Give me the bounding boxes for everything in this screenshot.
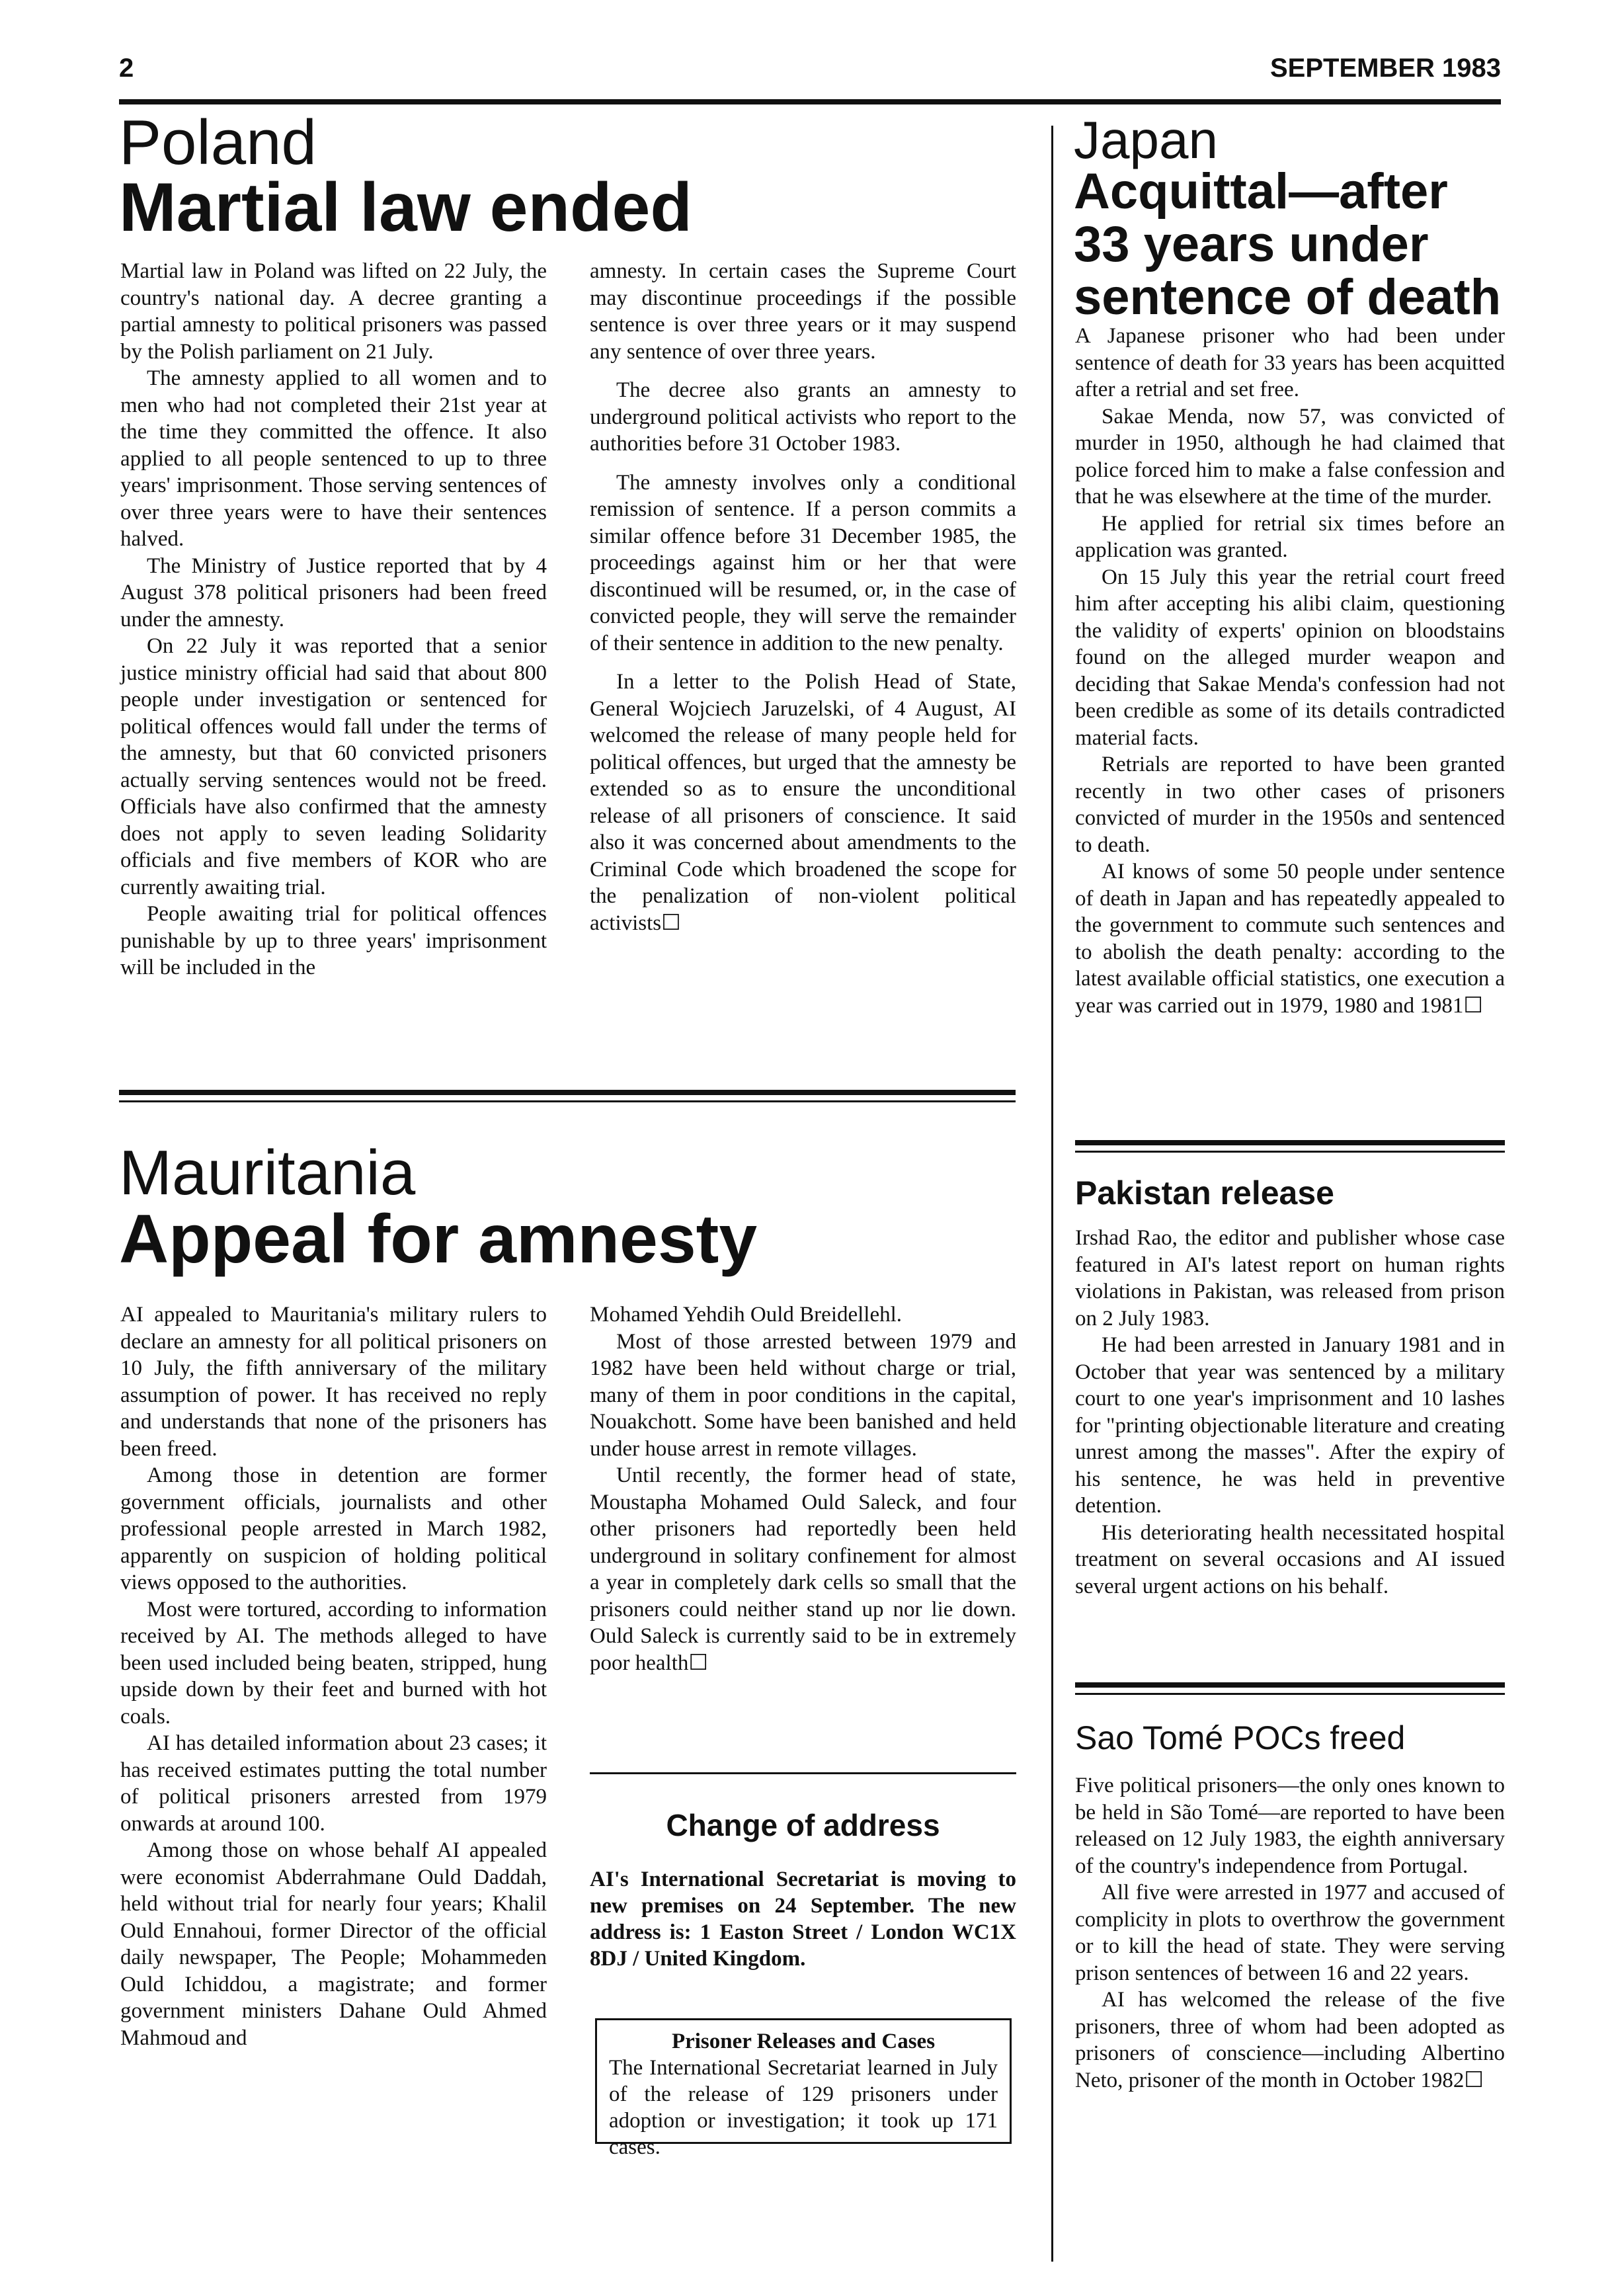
mauritania-headline: Appeal for amnesty <box>119 1201 758 1278</box>
japan-p5: Retrials are reported to have been granted recently in two other cases of prisoners convicted of murder in the 1950s and sentenced to death. <box>1075 753 1505 857</box>
japan-p2: Sakae Menda, now 57, was convicted of murder in 1950, although he had claimed that police forced him to make a false confession and that he was elsewhere at the time of the murder. <box>1075 404 1505 509</box>
mauritania-country: Mauritania <box>119 1137 416 1208</box>
poland-bottom-rule-thin <box>119 1100 1016 1102</box>
pakistan-p1: Irshad Rao, the editor and publisher whose case featured in AI's latest report on human rights violations in Pakistan, was released from prison on 2 July 1983. <box>1075 1226 1505 1331</box>
japan-p1: A Japanese prisoner who had been under sentence of death for 33 years has been acquitted after a retrial and set free. <box>1075 324 1505 401</box>
pakistan-body <box>1075 1225 1505 1600</box>
poland-bottom-rule <box>119 1090 1016 1095</box>
sao-tome-p2: All five were arrested in 1977 and accused of complicity in plots to overthrow the government or to kill the head of state. They were serving prison sentences of between 16 and 22 years. <box>1075 1881 1505 1985</box>
change-of-address-text: AI's International Secretariat is moving to new premises on 24 September. The new address is: 1 Easton Street / London WC1X 8DJ / United Kingdom. <box>590 1867 1016 1971</box>
sao-tome-body <box>1075 1772 1505 2094</box>
poland-country: Poland <box>119 107 317 178</box>
mauritania-column-1 <box>120 1301 547 2051</box>
poland-column-2 <box>590 258 1016 936</box>
sao-tome-p1: Five political prisoners—the only ones known to be held in São Tomé—are reported to have been released on 12 July 1983, the eighth anniversary of the country's independence from Portugal. <box>1075 1774 1505 1878</box>
mauritania-c1-p5: Among those on whose behalf AI appealed were economist Abderrahmane Ould Daddah, held without trial for nearly four years; Khalil Ould Ennahoui, former Director of the official daily newspaper, The People; Mohammeden Ould Ichiddou, a magistrate; and former government ministers Dahane Ould Ahmed Mahmoud and <box>120 1838 547 2050</box>
japan-p3: He applied for retrial six times before an application was granted. <box>1075 511 1505 562</box>
column-divider <box>1051 126 1053 2262</box>
poland-c1-p1: Martial law in Poland was lifted on 22 July, the country's national day. A decree granting a partial amnesty to political prisoners was passed by the Polish parliament on 21 July. <box>120 259 547 364</box>
poland-c2-p1: amnesty. In certain cases the Supreme Court may discontinue proceedings if the possible sentence is over three years or it may suspend any sentence of over three years. <box>590 259 1016 364</box>
pakistan-p3: His deteriorating health necessitated hospital treatment on several occasions and AI issued several urgent actions on his behalf. <box>1075 1520 1505 1598</box>
pakistan-bottom-rule-thin <box>1075 1693 1505 1695</box>
poland-c1-p3: The Ministry of Justice reported that by 4 August 378 political prisoners had been freed under the amnesty. <box>120 554 547 632</box>
poland-column-1 <box>120 258 547 981</box>
japan-headline: Acquittal—after 33 years under sentence of death <box>1074 163 1502 325</box>
pakistan-p2: He had been arrested in January 1981 and in October that year was sentenced by a military court to one year's imprisonment and 10 lashes for "printing objectionable literature and creating unrest among the masses". After the expiry of his sentence, he was held in preventive detention. <box>1075 1333 1505 1518</box>
change-of-address-title: Change of address <box>666 1808 940 1842</box>
poland-c1-p5: People awaiting trial for political offences punishable by up to three years' imprisonment will be included in the <box>120 902 547 979</box>
prisoner-releases-title: Prisoner Releases and Cases <box>671 2030 936 2053</box>
prisoner-releases-text: The International Secretariat learned in July of the release of 129 prisoners under adoption or investigation; it took up 171 cases. <box>609 2056 998 2159</box>
pakistan-headline: Pakistan release <box>1075 1174 1334 1211</box>
poland-c1-p4: On 22 July it was reported that a senior justice ministry official had said that about 800 people under investigation or sentenced for political offences would fall under the terms of the amnesty, but that 60 convicted prisoners actually serving sentences would not be freed. Officials have also confirmed that the amnesty does not apply to seven leading Solidarity officials and five members of KOR who are currently awaiting trial. <box>120 634 547 899</box>
poland-c2-p2: The decree also grants an amnesty to underground political activists who report to the authorities before 31 October 1983. <box>590 378 1016 456</box>
japan-bottom-rule <box>1075 1140 1505 1145</box>
issue-date: SEPTEMBER 1983 <box>1269 54 1501 83</box>
top-rule <box>119 99 1501 104</box>
poland-c2-p3: The amnesty involves only a conditional remission of sentence. If a person commits a similar offence before 31 December 1985, the proceedings against him or her that were discontinued will be resumed, or, in the case of convicted people, they will serve the remainder of their sentence in addition to the new penalty. <box>590 470 1016 655</box>
prisoner-releases-box <box>595 2018 1012 2159</box>
mauritania-column-2 <box>590 1301 1016 1676</box>
poland-headline: Martial law ended <box>119 169 692 246</box>
sao-tome-headline: Sao Tomé POCs freed <box>1075 1719 1406 1756</box>
japan-country: Japan <box>1074 110 1218 169</box>
mauritania-c2-p2: Most of those arrested between 1979 and 1982 have been held without charge or trial, many of them in poor conditions in the capital, Nouakchott. Some have been banished and held under house arrest in remote villages. <box>590 1329 1016 1461</box>
mauritania-c2-p1: Mohamed Yehdih Ould Breidellehl. <box>590 1303 903 1327</box>
page-number: 2 <box>119 54 134 83</box>
mauritania-c2-p3: Until recently, the former head of state, Moustapha Mohamed Ould Saleck, and four other prisoners had reportedly been held underground in solitary confinement for almost a year in completely dark cells so small that the prisoners could neither stand up nor lie down. Ould Saleck is currently said to be in extremely poor health☐ <box>590 1463 1016 1675</box>
pakistan-bottom-rule <box>1075 1682 1505 1688</box>
japan-p4: On 15 July this year the retrial court freed him after accepting his alibi claim, questioning the validity of experts' opinion on bloodstains found on the alleged murder weapon and deciding that Sakae Menda's confession had not been credible as some of its details contradicted material facts. <box>1075 565 1505 750</box>
japan-p6: AI knows of some 50 people under sentence of death in Japan and has repeatedly appealed to the government to commute such sentences and to abolish the death penalty: according to the latest available official statistics, one execution a year was carried out in 1979, 1980 and 1981☐ <box>1075 860 1505 1018</box>
address-top-rule <box>590 1772 1016 1774</box>
poland-c1-p2: The amnesty applied to all women and to men who had not completed their 21st year at the time they committed the offence. It also applied to all people sentenced to up to three years' imprisonment. Those serving sentences of over three years were to have their sentences halved. <box>120 366 547 551</box>
poland-c2-p4: In a letter to the Polish Head of State, General Wojciech Jaruzelski, of 4 August, AI welcomed the release of many people held for political offences, but urged that the amnesty be extended so as to ensure the unconditional release of all prisoners of conscience. It said also it was concerned about amendments to the Criminal Code which broadened the scope for the penalization of non-violent political activists☐ <box>590 670 1016 935</box>
japan-bottom-rule-thin <box>1075 1151 1505 1153</box>
mauritania-c1-p4: AI has detailed information about 23 cases; it has received estimates putting the total number of political prisoners arrested from 1979 onwards at around 100. <box>120 1731 547 1836</box>
sao-tome-p3: AI has welcomed the release of the five prisoners, three of whom had been adopted as prisoners of conscience—including Albertino Neto, prisoner of the month in October 1982☐ <box>1075 1988 1505 2092</box>
mauritania-c1-p1: AI appealed to Mauritania's military rulers to declare an amnesty for all political prisoners on 10 July, the fifth anniversary of the military assumption of power. It has received no reply and understands that none of the prisoners has been freed. <box>120 1303 547 1461</box>
japan-body <box>1075 323 1505 1019</box>
mauritania-c1-p3: Most were tortured, according to information received by AI. The methods alleged to have been used included being beaten, stripped, hung upside down by their feet and burned with hot coals. <box>120 1597 547 1729</box>
mauritania-c1-p2: Among those in detention are former government officials, journalists and other professional people arrested in March 1982, apparently on suspicion of holding political views opposed to the authorities. <box>120 1463 547 1594</box>
